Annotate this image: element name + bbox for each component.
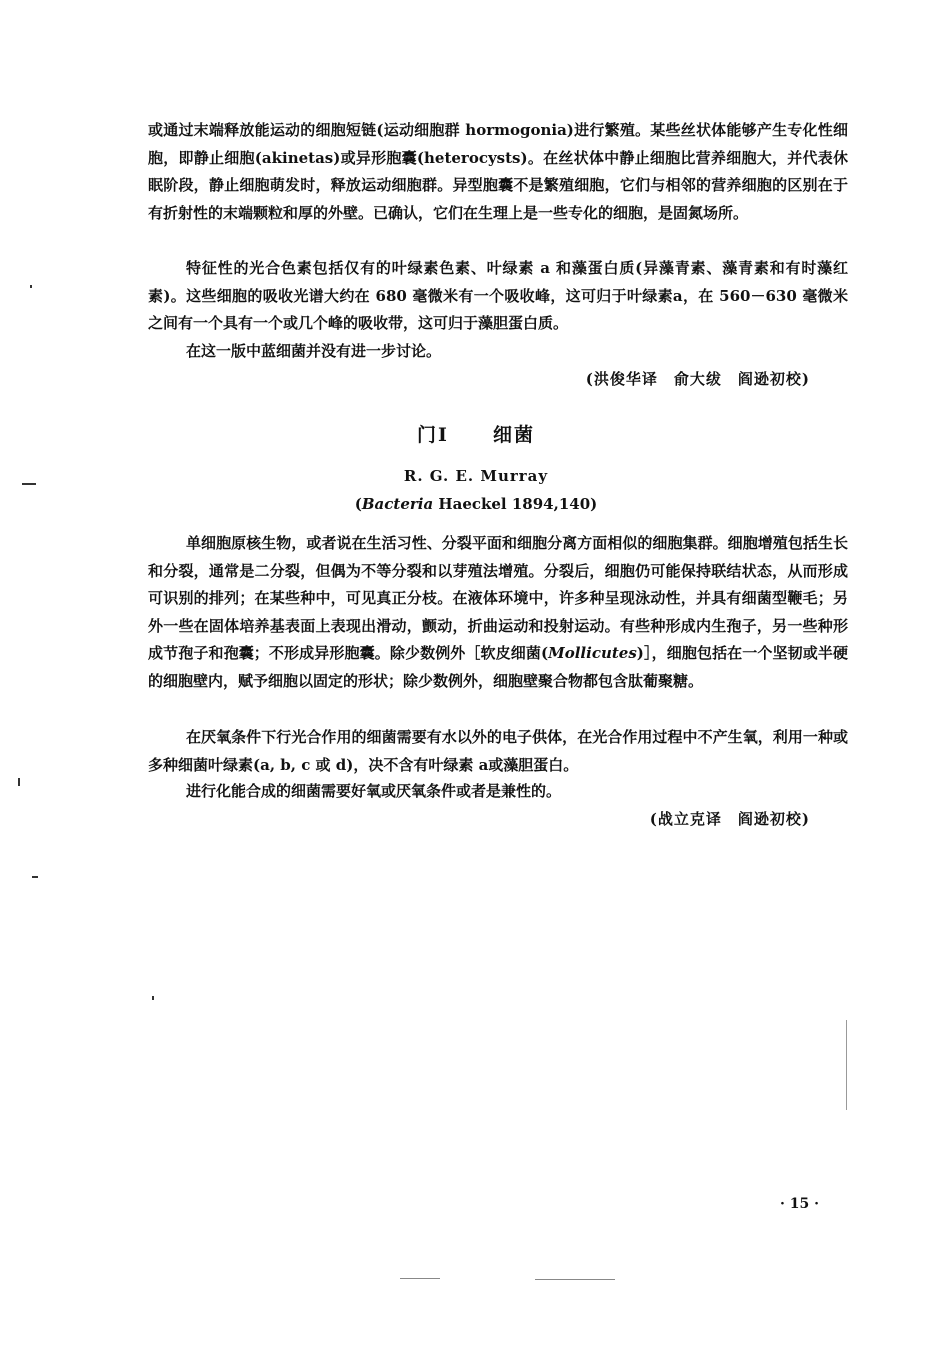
section-heading: [0, 420, 952, 447]
heading-title: 细菌: [492, 424, 535, 446]
translator-credit-2: (战立克译 阎逊初校): [649, 810, 810, 828]
source-taxon-name: Bacteria: [361, 495, 434, 513]
scan-mark: [18, 778, 20, 786]
paragraph-chemosynthesis: 进行化能合成的细菌需要好氧或厌氧条件或者是兼性的。: [186, 782, 562, 800]
paragraph-bacteria-description: [148, 530, 848, 695]
scan-mark: [846, 1020, 847, 1110]
translator-credit-1: (洪俊华译 俞大绂 阎逊初校): [585, 370, 810, 388]
description-italic-term: Mollicutes: [548, 644, 637, 662]
source-paren: (: [354, 495, 362, 513]
source-citation: Haeckel 1894,140): [433, 495, 598, 513]
scan-mark: [30, 285, 32, 288]
heading-division: 门Ⅰ: [417, 424, 449, 446]
scan-mark: [32, 876, 38, 878]
paragraph-pigments: 特征性的光合色素包括仅有的叶绿素色素、叶绿素 a 和藻蛋白质(异藻青素、藻青素和有时藻红素)。这些细胞的吸收光谱大约在 680 毫微米有一个吸收峰，这可归于叶绿素a，在 560－630 毫微米之间有一个具有一个或几个峰的吸收带，这可归于藻胆蛋白质。: [148, 259, 848, 332]
page-number: · 15 ·: [780, 1196, 819, 1212]
scan-mark: [400, 1278, 440, 1279]
paragraph-not-discussed: 在这一版中蓝细菌并没有进一步讨论。: [186, 342, 442, 360]
scan-mark: [152, 996, 154, 1000]
paragraph-anaerobic-photosynthesis: 在厌氧条件下行光合作用的细菌需要有水以外的电子供体，在光合作用过程中不产生氧，利用一种或多种细菌叶绿素(a, b, c 或 d)，决不含有叶绿素 a或藻胆蛋白。: [148, 728, 848, 774]
description-text-a: 单细胞原核生物，或者说在生活习性、分裂平面和细胞分离方面相似的细胞集群。细胞增殖包括生长和分裂，通常是二分裂，但偶为不等分裂和以芽殖法增殖。分裂后，细胞仍可能保持联结状态，从而形成可识别的排列；在某些种中，可见真正分枝。在液体环境中，许多种呈现泳动性，并具有细菌型鞭毛；另外一些在固体培养基表面上表现出滑动，颤动，折曲运动和投射运动。有些种形成内生孢子，另一些种形成节孢子和孢囊；不形成异形胞囊。除少数例外［软皮细菌(: [148, 534, 848, 662]
author-name: R. G. E. Murray: [403, 467, 549, 485]
scan-mark: [22, 483, 36, 485]
taxon-source: [0, 495, 952, 513]
description-text-b: )］，细胞包括在一个坚韧或半硬的细胞壁内，赋予细胞以固定的形状；除少数例外，细胞壁聚合物都包含肽葡聚糖。: [148, 644, 848, 690]
scan-mark: [535, 1279, 615, 1280]
paragraph-reproduction: 或通过末端释放能运动的细胞短链(运动细胞群 hormogonia)进行繁殖。某些丝状体能够产生专化性细胞，即静止细胞(akinetas)或异形胞囊(heterocysts)。在丝状体中静止细胞比营养细胞大，并代表休眠阶段，静止细胞萌发时，释放运动细胞群。异型胞囊不是繁殖细胞，它们与相邻的营养细胞的区别在于有折射性的末端颗粒和厚的外壁。已确认，它们在生理上是一些专化的细胞，是固氮场所。: [148, 121, 848, 222]
